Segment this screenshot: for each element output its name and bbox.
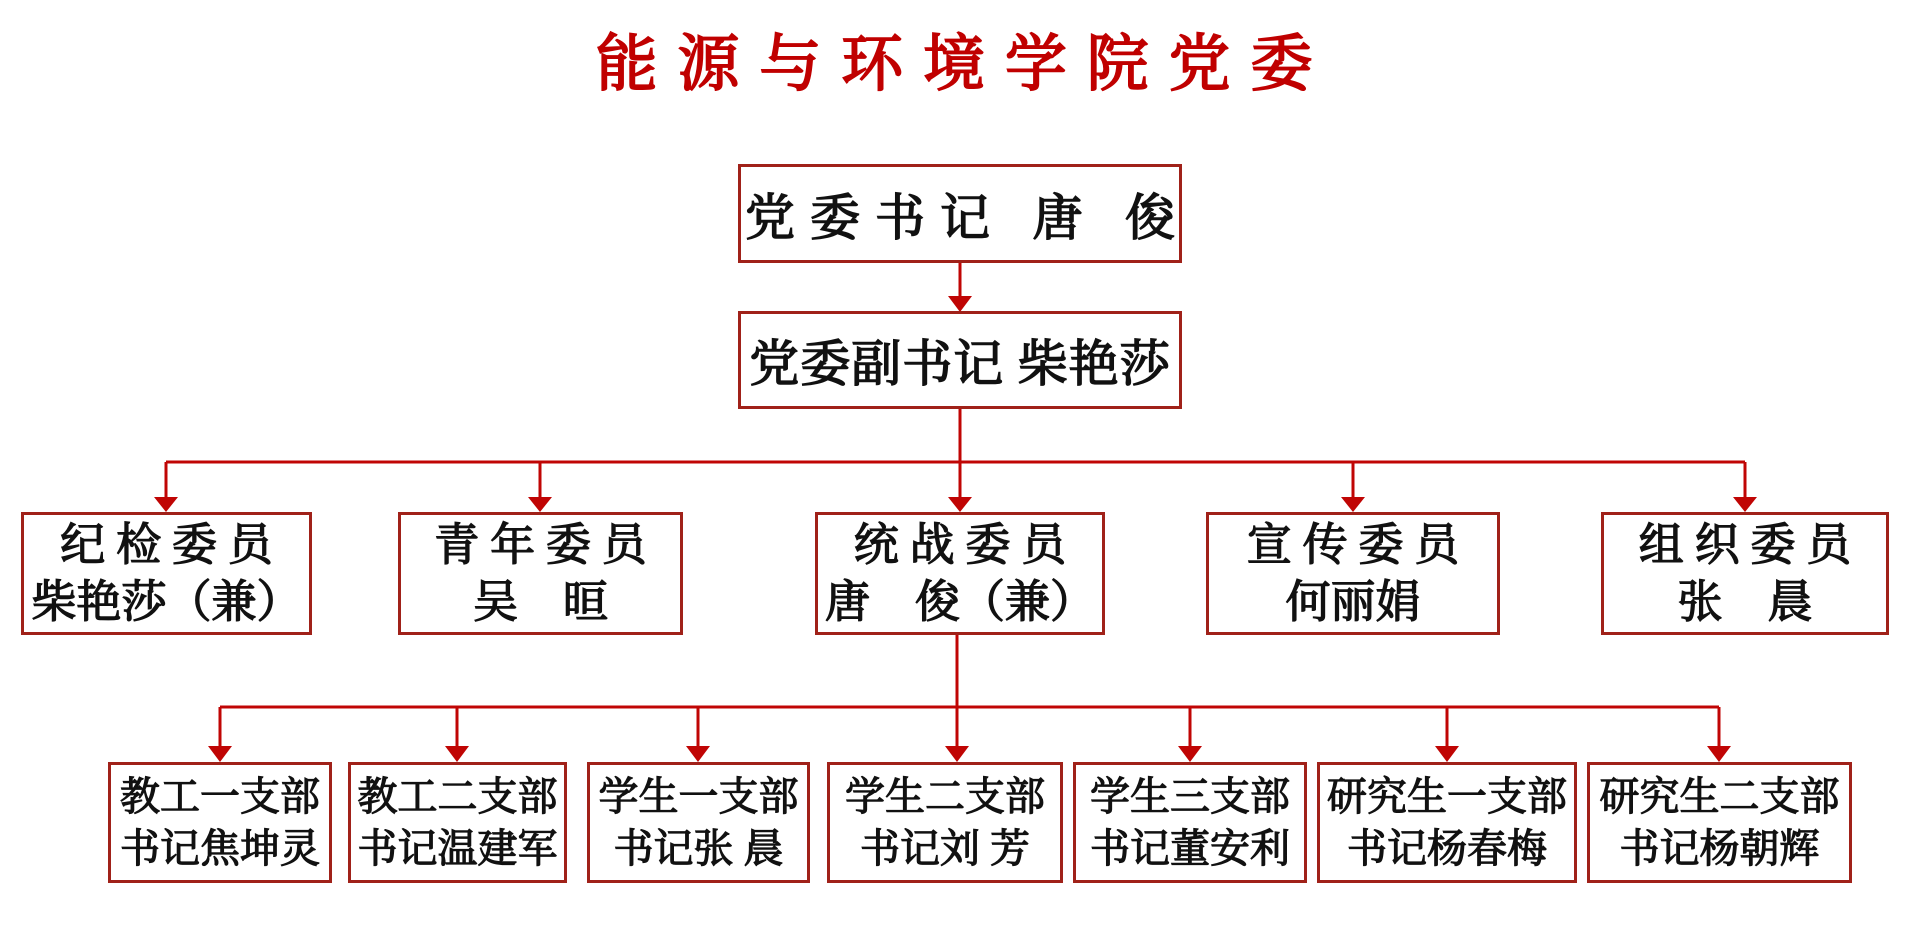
branch-title: 研究生一支部	[1327, 773, 1567, 819]
node-label: 党委书记 唐 俊	[745, 189, 1190, 246]
node-graduate-branch-1	[1317, 762, 1577, 883]
connector-united-front-to-branches	[208, 635, 1731, 762]
node-graduate-branch-2	[1587, 762, 1852, 883]
node-deputy-secretary	[738, 311, 1182, 409]
branch-title: 学生三支部	[1090, 773, 1290, 819]
node-role: 纪检委员	[60, 519, 284, 570]
connector-deputy-to-committee	[154, 409, 1757, 512]
branch-title: 学生一支部	[598, 773, 799, 819]
page-title: 能源与环境学院党委	[595, 31, 1333, 99]
branch-title: 教工一支部	[120, 773, 320, 819]
branch-title: 学生二支部	[845, 773, 1045, 819]
branch-secretary: 书记杨朝辉	[1619, 825, 1820, 871]
connector-secretary-to-deputy	[948, 263, 972, 312]
node-student-branch-1	[587, 762, 810, 883]
branch-secretary: 书记董安利	[1090, 825, 1290, 871]
node-person: 张 晨	[1677, 576, 1813, 627]
node-role: 组织委员	[1638, 519, 1862, 570]
branch-secretary: 书记刘 芳	[860, 825, 1030, 871]
node-student-branch-3	[1073, 762, 1307, 883]
branch-title: 教工二支部	[357, 773, 558, 819]
node-faculty-branch-1	[108, 762, 332, 883]
node-person: 柴艳莎（兼）	[31, 576, 302, 627]
node-organization-member	[1601, 512, 1889, 635]
node-faculty-branch-2	[348, 762, 567, 883]
node-publicity-member	[1206, 512, 1500, 635]
branch-secretary: 书记温建军	[357, 825, 558, 871]
node-person: 唐 俊（兼）	[824, 576, 1095, 627]
node-party-secretary	[738, 164, 1190, 263]
node-role: 宣传委员	[1246, 519, 1470, 570]
node-label: 党委副书记 柴艳莎	[749, 336, 1171, 392]
branch-secretary: 书记张 晨	[613, 825, 784, 871]
node-role: 青年委员	[434, 519, 658, 570]
node-youth-member	[398, 512, 683, 635]
branch-secretary: 书记焦坤灵	[120, 825, 320, 871]
node-student-branch-2	[827, 762, 1063, 883]
branch-secretary: 书记杨春梅	[1347, 825, 1547, 871]
node-role: 统战委员	[853, 519, 1077, 570]
node-united-front-member	[815, 512, 1105, 635]
branch-title: 研究生二支部	[1599, 773, 1840, 819]
node-person: 吴 晅	[472, 576, 608, 627]
node-person: 何丽娟	[1285, 576, 1421, 627]
node-discipline-inspection-member	[21, 512, 312, 635]
